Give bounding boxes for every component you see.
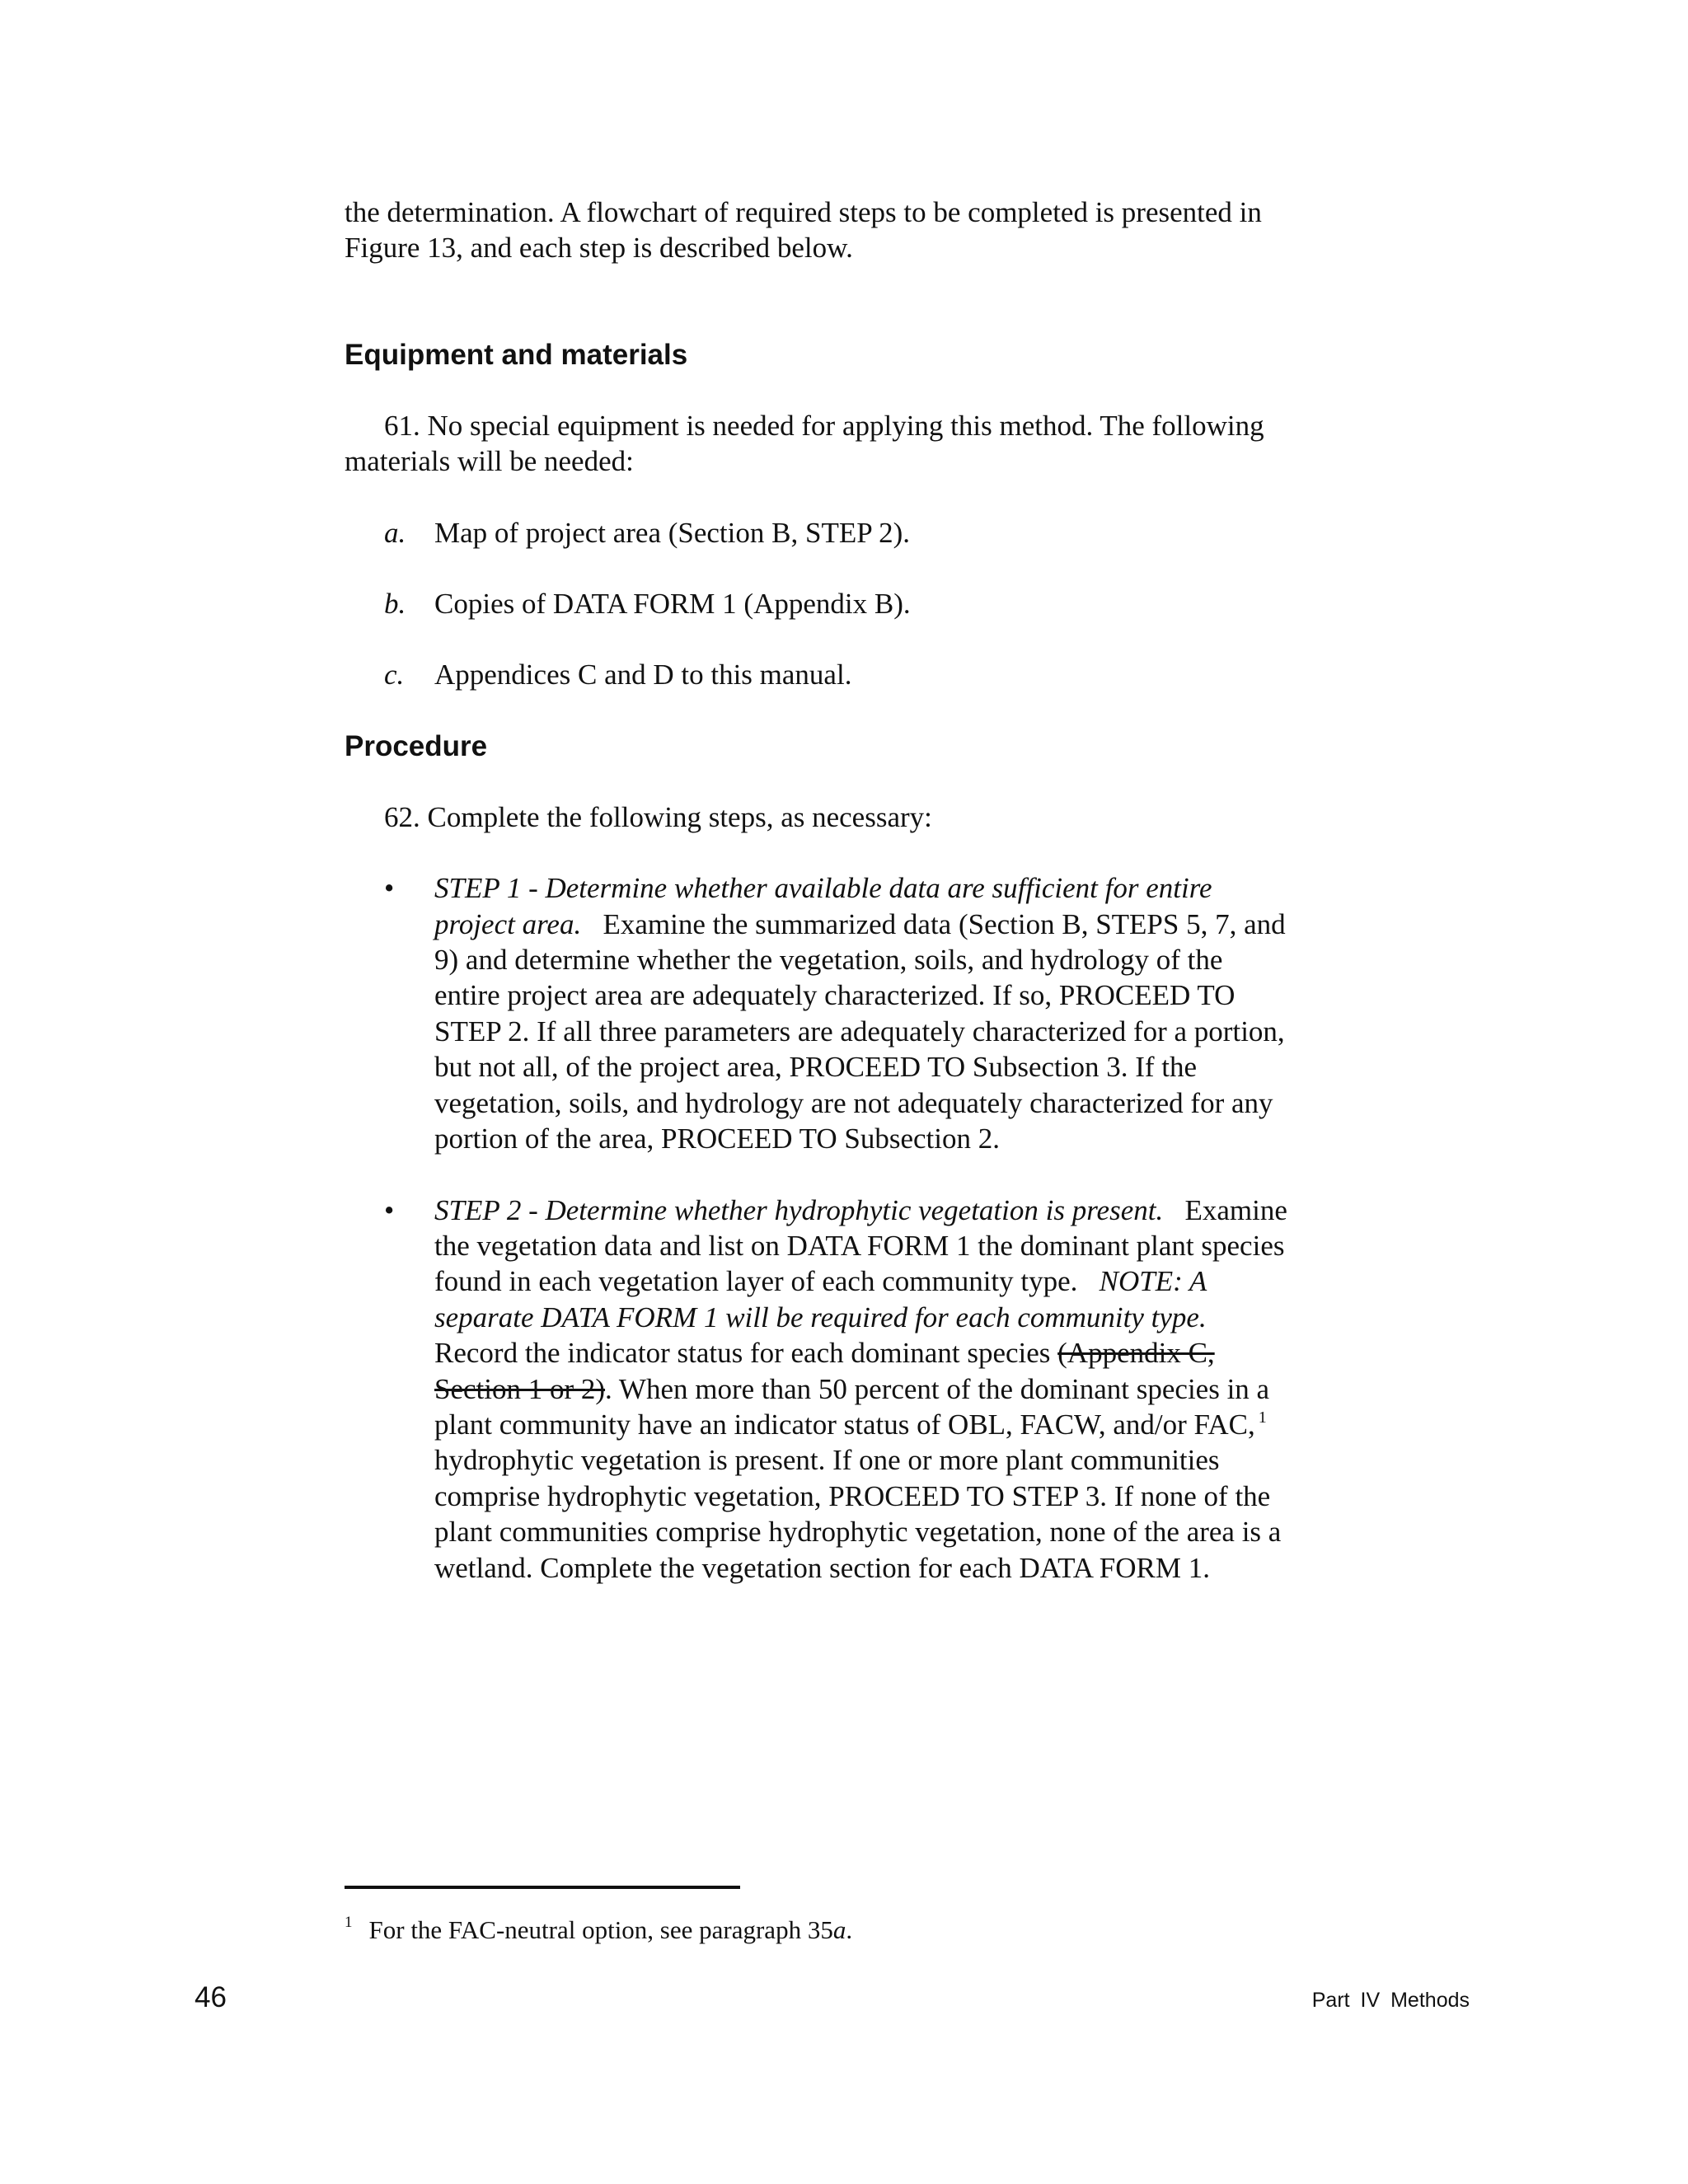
page-body [345,194,1292,1586]
struck-reference: (Appendix C, Section 1 or 2) [434,1337,1215,1405]
step-2-body-a: Examine the vegetation data and list on DATA FORM 1 the dominant plant species found in each vegetation layer of each community type. [434,1193,1287,1298]
page-number: 46 [195,1981,227,2013]
step-2-title: STEP 2 - Determine whether hydrophytic vegetation is present. [434,1193,1164,1226]
footnote-italic-tail: a [832,1915,846,1944]
footnote-reference[interactable]: 1 [1258,1408,1267,1427]
step-2-body-c: . When more than 50 percent of the dominant species in a plant community have an indicator status of OBL, FACW, and/or FAC, [434,1372,1270,1441]
bullet-icon: • [384,1193,395,1226]
list-item-text: Map of project area (Section B, STEP 2). [434,516,911,549]
running-footer: Part IV Methods [1311,1989,1470,2012]
footnote-text: For the FAC-neutral option, see paragraph 35 [368,1915,833,1944]
list-marker: b. [384,588,406,621]
bullet-icon: • [384,872,395,905]
step-1-title: STEP 1 - Determine whether available data are sufficient for entire project area. [434,872,1212,940]
list-item [345,586,1292,621]
intro-paragraph: the determination. A flowchart of required steps to be completed is presented in Figure 13, and each step is described below. [345,196,1262,265]
list-item-text: Appendices C and D to this manual. [434,658,852,691]
step-1-item [345,870,1292,1156]
section-heading-equipment: Equipment and materials [345,338,688,371]
footnote-divider [345,1886,740,1889]
step-2-body-b: Record the indicator status for each dominant species [434,1337,1051,1370]
section-heading-procedure: Procedure [345,729,488,762]
footnote [345,1914,852,1947]
footnote-end: . [846,1915,853,1944]
paragraph-62: 62. Complete the following steps, as necessary: [384,800,932,833]
step-2-body-d: hydrophytic vegetation is present. If one or more plant communities comprise hydrophytic vegetation, PROCEED TO STEP 3. If none of the plant communities comprise hydrophytic vegetation, none of the area is a wetland. Complete the vegetation section for each DATA FORM 1. [434,1444,1282,1584]
step-2-item [345,1193,1292,1586]
footnote-number: 1 [345,1914,353,1931]
list-item-text: Copies of DATA FORM 1 (Appendix B). [434,588,911,621]
step-2-note: NOTE: A separate DATA FORM 1 will be required for each community type. [434,1265,1207,1333]
list-item [345,657,1292,692]
list-item [345,515,1292,551]
list-marker: a. [384,516,406,549]
materials-list [345,515,1292,693]
step-1-body: Examine the summarized data (Section B, STEPS 5, 7, and 9) and determine whether the vegetation, soils, and hydrology of the entire project area are adequately characterized. If so, PROCEED TO STEP 2. If all three parameters are adequately characterized for a portion, but not all, of the project area, PROCEED TO Subsection 3. If the vegetation, soils, and hydrology are not adequately characterized for any portion of the area, PROCEED TO Subsection 2. [434,907,1286,1155]
list-marker: c. [384,658,405,691]
paragraph-61: 61. No special equipment is needed for applying this method. The following materials will be needed: [345,409,1264,478]
